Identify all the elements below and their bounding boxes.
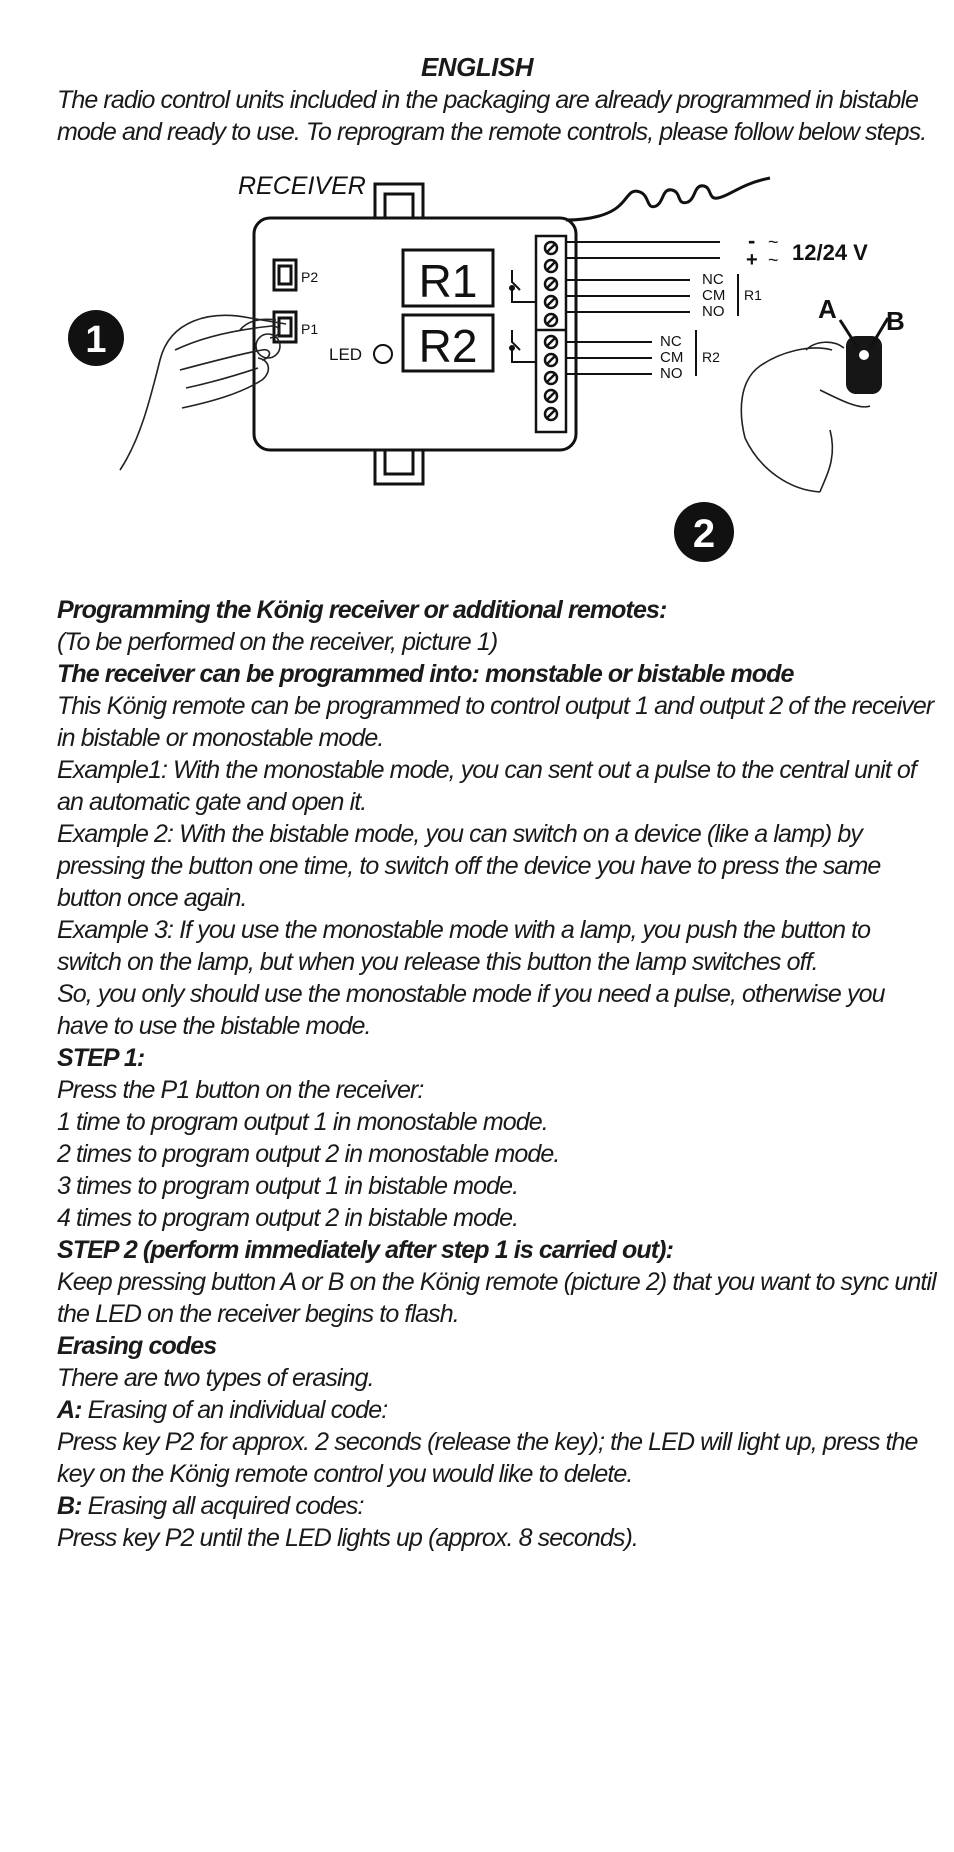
r1-nc-label: NC — [702, 271, 724, 288]
page-heading: ENGLISH — [420, 52, 534, 82]
example-3: Example 3: If you use the monostable mode with a lamp, you push the button to switch on the lamp, but when you release this button the lamp switches off. — [57, 916, 871, 976]
terminal-block — [536, 236, 566, 432]
picture-2-badge: 2 — [692, 512, 716, 556]
mode-advice: So, you only should use the monostable mode if you need a pulse, otherwise you have to use the bistable mode. — [57, 980, 885, 1040]
erase-a-heading — [57, 1394, 937, 1426]
p2-button — [274, 260, 296, 290]
led-label: LED — [329, 345, 363, 364]
p1-label: P1 — [301, 321, 319, 337]
erase-a-label: A: — [57, 1396, 82, 1424]
r2-group-label: R2 — [702, 349, 720, 365]
antenna-wire — [566, 178, 770, 220]
led-indicator — [374, 345, 392, 363]
erasing-intro: There are two types of erasing. — [57, 1364, 374, 1392]
erase-b-heading — [57, 1490, 937, 1522]
plus-sign: + — [746, 249, 758, 271]
intro-paragraph: The radio control units included in the packaging are already programmed in bistable mode and ready to use. To reprogram the remote controls, please follow below steps. — [57, 86, 927, 146]
step-1-item: 3 times to program output 1 in bistable mode. — [57, 1172, 519, 1200]
ac-sign-1: ~ — [768, 232, 779, 252]
step-2-description: Keep pressing button A or B on the König remote (picture 2) that you want to sync until the LED on the receiver begins to flash. — [57, 1268, 936, 1328]
minus-sign: - — [748, 228, 756, 253]
step-1-title: STEP 1: — [57, 1044, 145, 1072]
step-2-title: STEP 2 (perform immediately after step 1 is carried out): — [57, 1236, 674, 1264]
r1-label: R1 — [418, 255, 478, 307]
key-b-label: B — [886, 306, 905, 336]
erase-b-label: B: — [57, 1492, 82, 1520]
r1-group-label: R1 — [744, 287, 762, 303]
programming-subtitle: (To be performed on the receiver, picture 1) — [57, 628, 498, 656]
r2-cm-label: CM — [660, 349, 684, 366]
step-1-intro: Press the P1 button on the receiver: — [57, 1076, 424, 1104]
relay-contacts — [510, 270, 536, 362]
picture-1-badge: 1 — [85, 319, 107, 361]
instructions-body — [57, 594, 937, 1554]
example-2: Example 2: With the bistable mode, you can switch on a device (like a lamp) by pressing the button one time, to switch off the device you have to press the same button once again. — [57, 820, 881, 912]
erase-b-description: Press key P2 until the LED lights up (approx. 8 seconds). — [57, 1524, 638, 1552]
step-1-item: 1 time to program output 1 in monostable mode. — [57, 1108, 548, 1136]
erase-a-text: Erasing of an individual code: — [81, 1396, 388, 1424]
erasing-title: Erasing codes — [57, 1332, 217, 1360]
modes-title: The receiver can be programmed into: monstable or bistable mode — [57, 660, 794, 688]
receiver-diagram — [0, 170, 954, 590]
voltage-label: 12/24 V — [792, 240, 868, 265]
p2-label: P2 — [301, 269, 319, 285]
erase-a-description: Press key P2 for approx. 2 seconds (release the key); the LED will light up, press the key on the König remote control you would like to delete. — [57, 1428, 918, 1488]
r2-nc-label: NC — [660, 333, 682, 350]
step-1-item: 4 times to program output 2 in bistable mode. — [57, 1204, 519, 1232]
remote-control — [846, 336, 882, 394]
step-1-item: 2 times to program output 2 in monostable mode. — [57, 1140, 560, 1168]
r2-label: R2 — [418, 320, 478, 372]
example-1: Example1: With the monostable mode, you can sent out a pulse to the central unit of an automatic gate and open it. — [57, 756, 916, 816]
key-a-label: A — [818, 294, 837, 324]
erase-b-text: Erasing all acquired codes: — [81, 1492, 364, 1520]
receiver-label: RECEIVER — [238, 172, 366, 200]
modes-description: This König remote can be programmed to control output 1 and output 2 of the receiver in bistable or monostable mode. — [57, 692, 934, 752]
programming-title: Programming the König receiver or additional remotes: — [57, 596, 667, 624]
r1-cm-label: CM — [702, 287, 726, 304]
r1-no-label: NO — [702, 303, 725, 320]
ac-sign-2: ~ — [768, 250, 779, 270]
r2-no-label: NO — [660, 365, 683, 382]
